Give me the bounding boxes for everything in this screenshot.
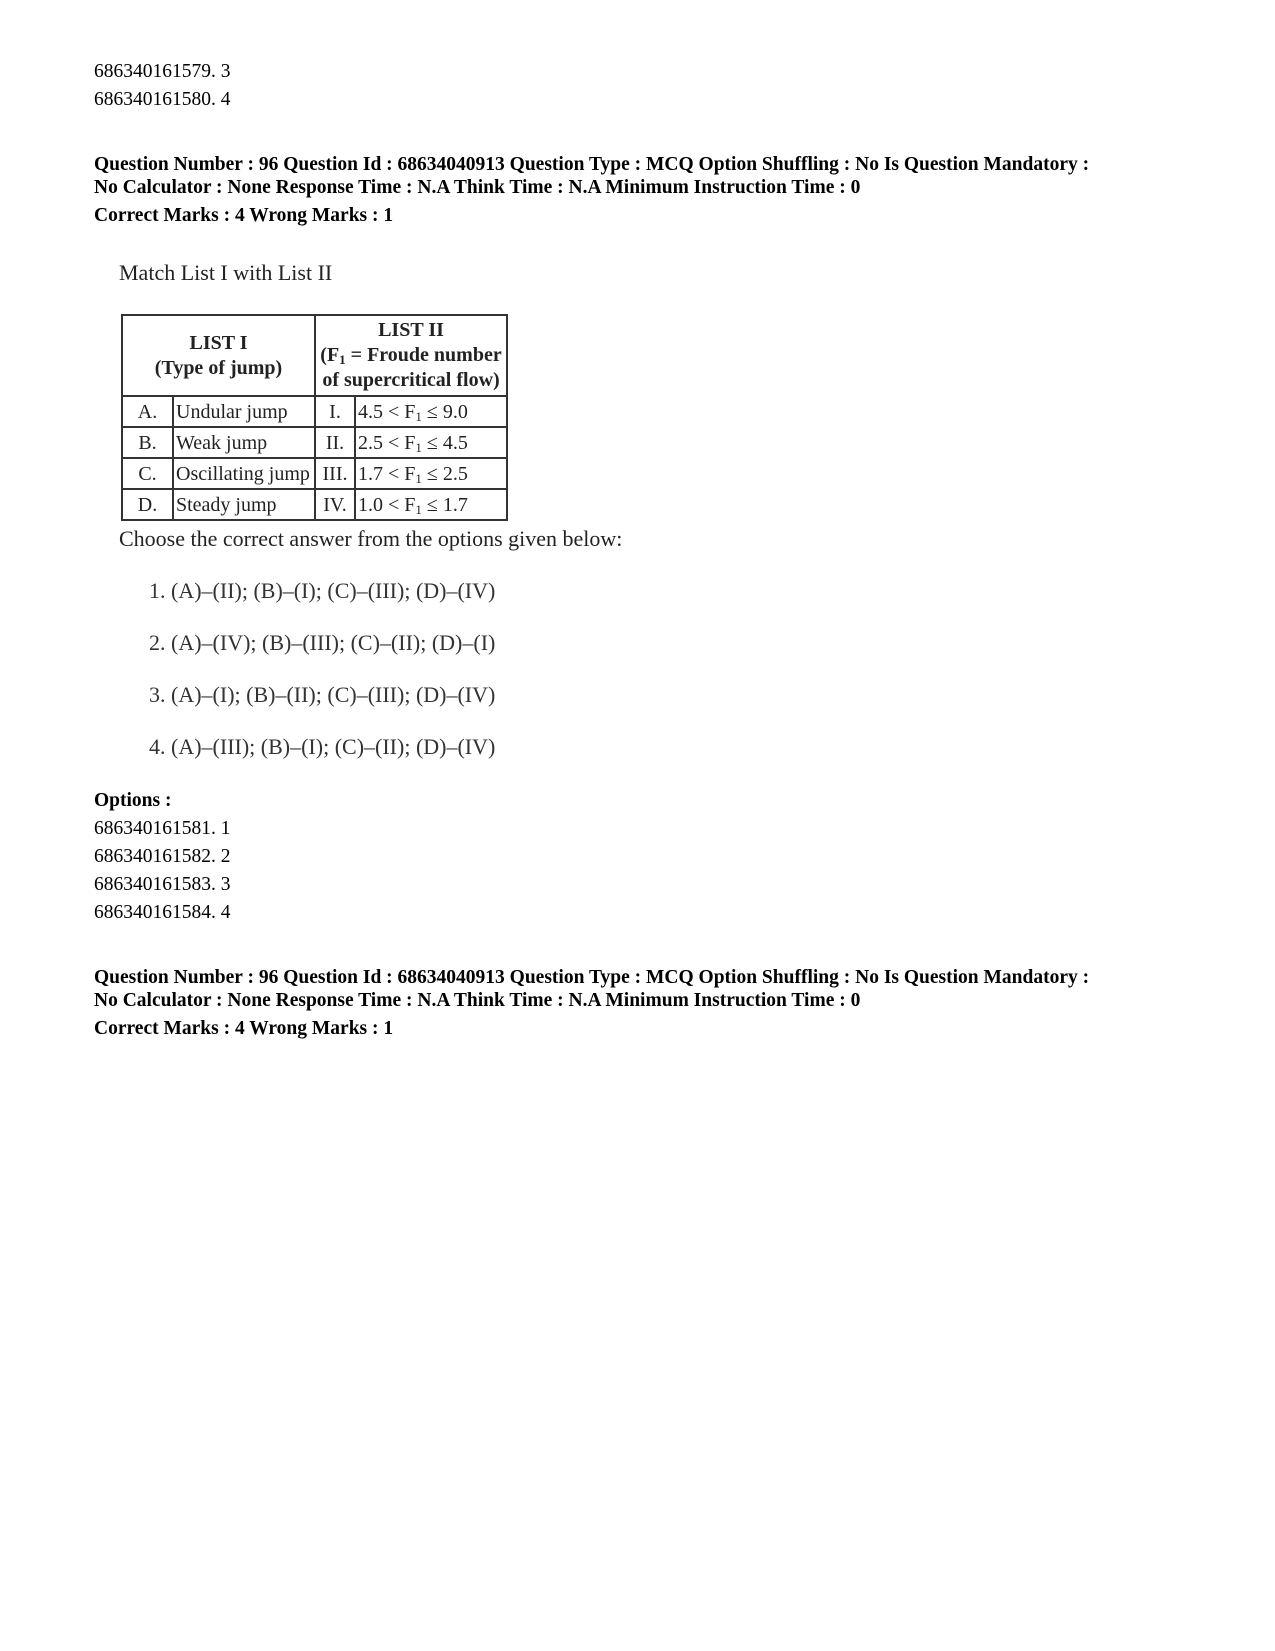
table-header-row [122,315,507,396]
row-label: D. [122,489,173,520]
table-row [122,427,507,458]
answer-choice-4: 4. (A)–(III); (B)–(I); (C)–(II); (D)–(IV) [149,734,496,759]
prev-option-2: 686340161580. 4 [94,89,231,110]
table-row [122,396,507,427]
row-roman: I. [315,396,355,427]
options-label: Options : [94,790,172,811]
question-meta-line-2: No Calculator : None Response Time : N.A Think Time : N.A Minimum Instruction Time : 0 [94,177,861,198]
question-marks: Correct Marks : 4 Wrong Marks : 1 [94,1018,394,1039]
option-value: 3 [220,61,231,82]
row-roman: III. [315,458,355,489]
list2-header-line2: ($F_1$ = Froude number [320,344,502,367]
option-value: 1 [220,818,231,839]
list1-header-title: LIST I [189,331,248,354]
match-table [121,314,508,521]
option-3: 686340161583. 3 [94,874,231,895]
answer-choice-2: 2. (A)–(IV); (B)–(III); (C)–(II); (D)–(I) [149,630,496,655]
row-text: Weak jump [173,427,315,458]
row-text: Undular jump [173,396,315,427]
answer-choice-1: 1. (A)–(II); (B)–(I); (C)–(III); (D)–(IV) [149,578,496,603]
option-2: 686340161582. 2 [94,846,231,867]
row-text: Steady jump [173,489,315,520]
option-value: 2 [220,846,231,867]
row-range: $4.5 < F_1 \le 9.0$ [355,396,507,427]
list2-header [315,315,507,396]
answer-choice-3: 3. (A)–(I); (B)–(II); (C)–(III); (D)–(IV) [149,682,496,707]
option-1: 686340161581. 1 [94,818,231,839]
row-roman: II. [315,427,355,458]
list1-header-subtitle: (Type of jump) [154,356,283,379]
option-id: 686340161582 [94,846,211,867]
row-roman: IV. [315,489,355,520]
option-id: 686340161580 [94,89,211,110]
table-row [122,489,507,520]
question-meta-line-1: Question Number : 96 Question Id : 68634040913 Question Type : MCQ Option Shuffling : No Is Question Mandatory : [94,967,1090,988]
question-title: Match List I with List II [119,260,333,285]
option-value: 4 [220,89,231,110]
row-range: $2.5 < F_1 \le 4.5$ [355,427,507,458]
question-meta-line-2: No Calculator : None Response Time : N.A Think Time : N.A Minimum Instruction Time : 0 [94,990,861,1011]
table-row [122,458,507,489]
row-label: B. [122,427,173,458]
list1-header [122,315,315,396]
option-id: 686340161584 [94,902,211,923]
row-range: $1.7 < F_1 \le 2.5$ [355,458,507,489]
row-text: Oscillating jump [173,458,315,489]
option-value: 4 [220,902,231,923]
option-id: 686340161583 [94,874,211,895]
row-range: $1.0 < F_1 \le 1.7$ [355,489,507,520]
choose-instruction: Choose the correct answer from the options given below: [119,526,623,551]
list2-header-title: LIST II [378,319,444,341]
question-meta-line-1: Question Number : 96 Question Id : 68634040913 Question Type : MCQ Option Shuffling : No Is Question Mandatory : [94,154,1090,175]
row-label: C. [122,458,173,489]
question-marks: Correct Marks : 4 Wrong Marks : 1 [94,205,394,226]
prev-option-1: 686340161579. 3 [94,61,231,82]
option-id: 686340161581 [94,818,211,839]
option-id: 686340161579 [94,61,211,82]
option-4: 686340161584. 4 [94,902,231,923]
list2-header-line3: of supercritical flow) [322,369,500,391]
row-label: A. [122,396,173,427]
option-value: 3 [220,874,231,895]
